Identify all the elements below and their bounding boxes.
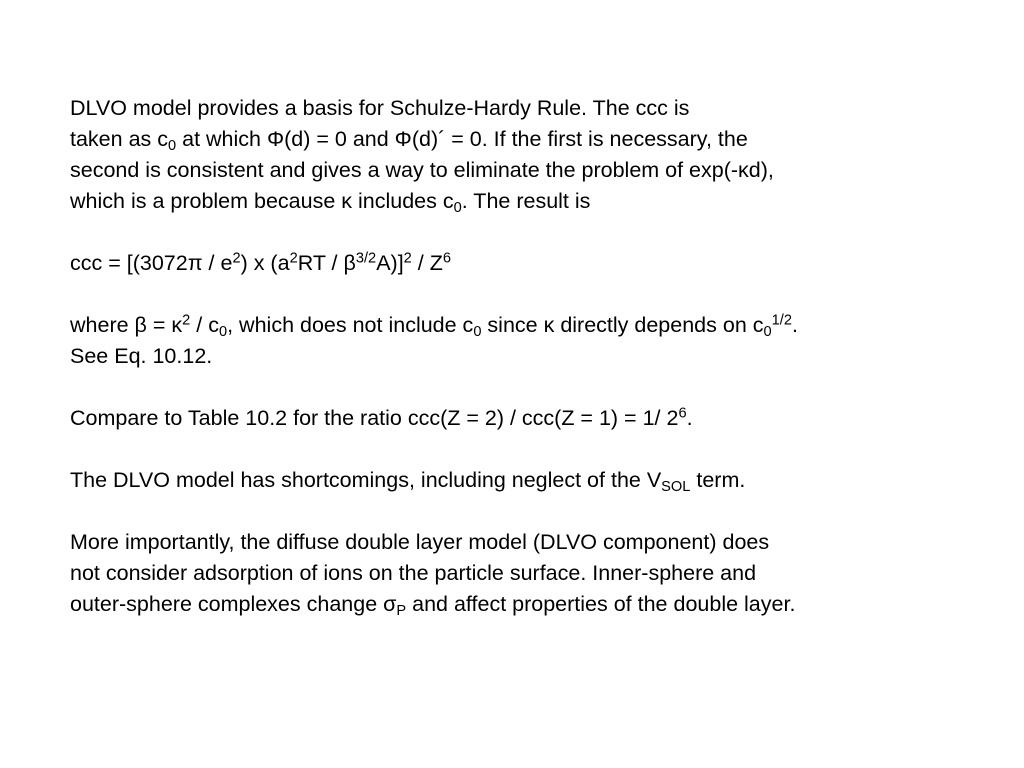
text-run: not consider adsorption of ions on the particle surface. Inner-sphere and — [70, 561, 757, 585]
subscript: 0 — [473, 324, 482, 341]
ccc-formula — [70, 248, 1000, 279]
text-run: at which Φ(d) = 0 and Φ(d)´ = 0. If the first is necessary, the — [176, 127, 748, 151]
superscript: 2 — [403, 250, 412, 267]
text-line — [70, 527, 1000, 558]
text-run: RT / β — [297, 251, 356, 275]
spacer — [70, 279, 1000, 310]
text-run: See Eq. 10.12. — [70, 344, 213, 368]
text-line — [70, 93, 1000, 124]
text-run: , which does not include c — [227, 313, 474, 337]
superscript: 3/2 — [355, 250, 377, 267]
text-run: taken as c — [70, 127, 168, 151]
text-run: DLVO model provides a basis for Schulze-Hardy Rule. The ccc is — [70, 96, 690, 120]
text-line — [70, 589, 1000, 620]
text-line — [70, 403, 1000, 434]
text-line — [70, 186, 1000, 217]
text-line — [70, 465, 1000, 496]
superscript: 6 — [442, 250, 452, 267]
spacer — [70, 496, 1000, 527]
text-run: . — [686, 406, 693, 430]
subscript: SOL — [661, 479, 691, 496]
text-run: where β = κ — [70, 313, 183, 337]
slide-content — [70, 93, 1000, 620]
paragraph-adsorption — [70, 527, 1000, 620]
paragraph-shortcomings — [70, 465, 1000, 496]
paragraph-schulze-hardy — [70, 93, 1000, 217]
subscript: 0 — [218, 324, 228, 341]
text-run: A)] — [376, 251, 404, 275]
text-run: / Z — [411, 251, 443, 275]
superscript: 6 — [678, 405, 687, 422]
text-line — [70, 124, 1000, 155]
superscript: 2 — [289, 250, 298, 267]
text-run: Compare to Table 10.2 for the ratio ccc(Z = 2) / ccc(Z = 1) = 1/ 2 — [70, 406, 679, 430]
text-run: / c — [190, 313, 219, 337]
text-run: The DLVO model has shortcomings, including neglect of the V — [70, 468, 662, 492]
subscript: 0 — [168, 138, 177, 155]
text-run: ccc = [(3072π / e — [70, 251, 233, 275]
superscript: 2 — [232, 250, 241, 267]
text-run: ) x (a — [240, 251, 290, 275]
text-line — [70, 558, 1000, 589]
paragraph-table-comparison — [70, 403, 1000, 434]
text-run: and affect properties of the double layer. — [406, 592, 796, 616]
text-run: . The result is — [461, 189, 591, 213]
text-run: since κ directly depends on c — [481, 313, 764, 337]
spacer — [70, 217, 1000, 248]
superscript: 2 — [182, 312, 191, 329]
subscript: 0 — [453, 200, 462, 217]
spacer — [70, 372, 1000, 403]
superscript: 1/2 — [771, 312, 792, 329]
subscript: P — [396, 603, 407, 620]
text-run: More importantly, the diffuse double layer model (DLVO component) does — [70, 530, 770, 554]
text-run: term. — [690, 468, 746, 492]
text-run: second is consistent and gives a way to eliminate the problem of exp(-κd), — [70, 158, 774, 182]
text-run: outer-sphere complexes change σ — [70, 592, 397, 616]
paragraph-beta-definition — [70, 310, 1000, 372]
text-line — [70, 155, 1000, 186]
spacer — [70, 434, 1000, 465]
text-line — [70, 248, 1000, 279]
text-line — [70, 341, 1000, 372]
text-run: . — [791, 313, 798, 337]
text-run: which is a problem because κ includes c — [70, 189, 454, 213]
text-line — [70, 310, 1000, 341]
subscript: 0 — [763, 324, 772, 341]
